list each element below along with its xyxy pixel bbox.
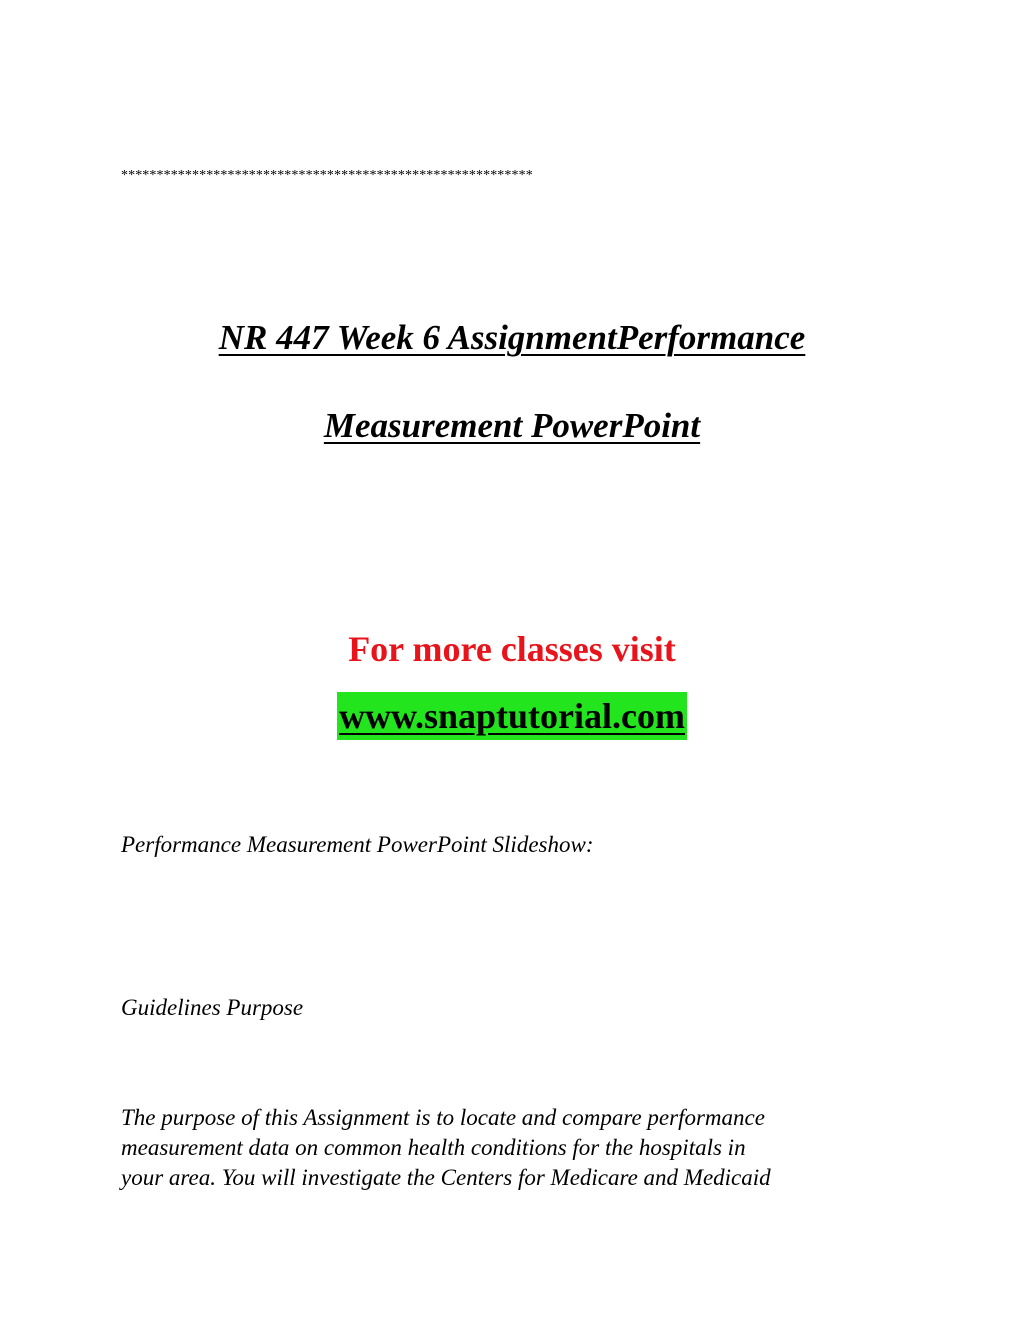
snaptutorial-link[interactable]: www.snaptutorial.com (337, 692, 687, 740)
paragraph-line: The purpose of this Assignment is to locate and compare performance (121, 1105, 765, 1130)
promo-text: For more classes visit (348, 629, 676, 669)
page-title-line-2: Measurement PowerPoint (323, 406, 701, 445)
slideshow-heading: Performance Measurement PowerPoint Slideshow: (121, 832, 594, 857)
paragraph-line: measurement data on common health conditions for the hospitals in (121, 1135, 746, 1160)
purpose-paragraph (121, 1103, 901, 1193)
promo-link-container (0, 692, 1024, 740)
paragraph-line: your area. You will investigate the Centers for Medicare and Medicaid (121, 1165, 771, 1190)
page-title-line-1: NR 447 Week 6 AssignmentPerformance (218, 318, 806, 357)
guidelines-heading: Guidelines Purpose (121, 995, 304, 1020)
separator-line: ********************************************************** (121, 168, 533, 183)
